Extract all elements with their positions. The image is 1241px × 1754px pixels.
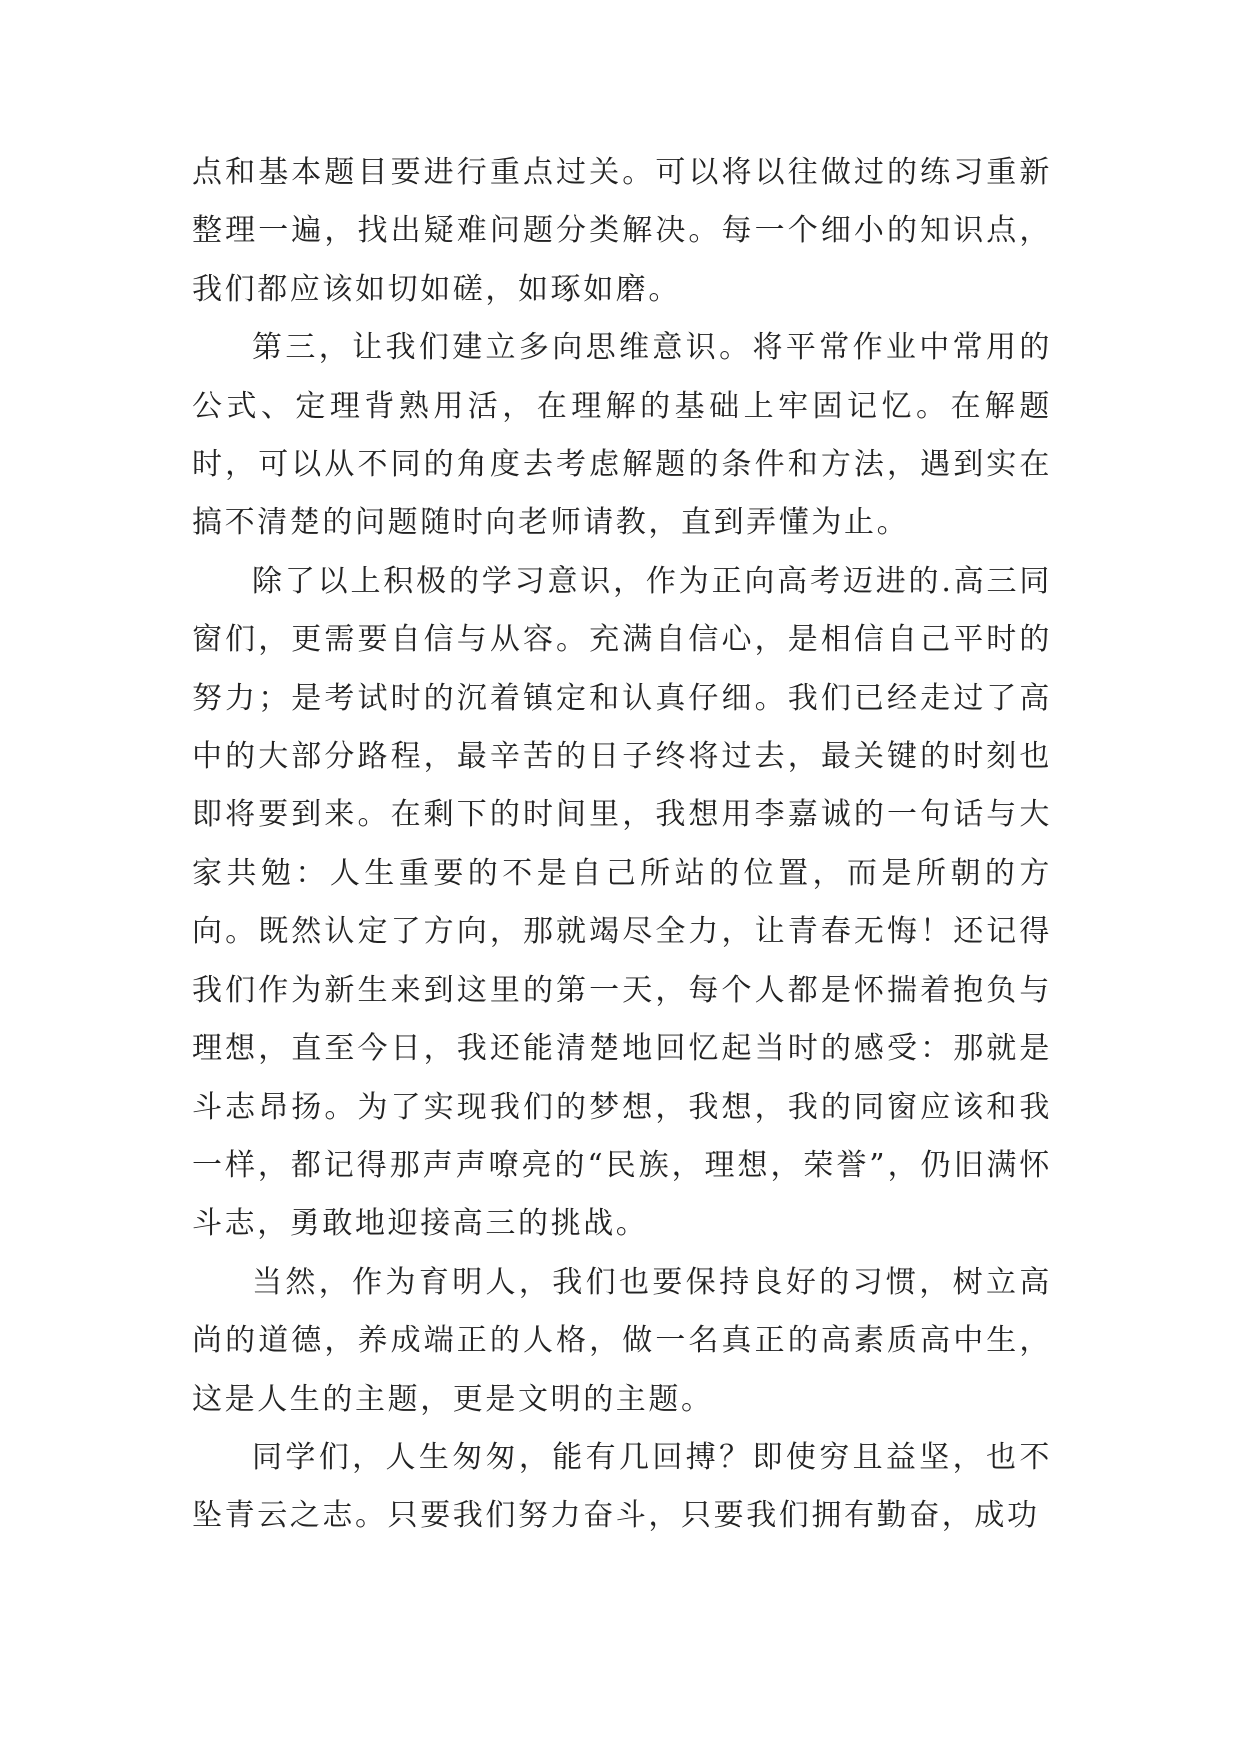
paragraph-multidirectional-thinking: 第三，让我们建立多向思维意识。将平常作业中常用的公式、定理背熟用活，在理解的基础上牢固记忆。在解题时，可以从不同的角度去考虑解题的条件和方法，遇到实在搞不清楚的问题随时向老师请教，直到弄懂为止。 — [192, 330, 1052, 541]
paragraph-good-habits: 当然，作为育明人，我们也要保持良好的习惯，树立高尚的道德，养成端正的人格，做一名真正的高素质高中生，这是人生的主题，更是文明的主题。 — [192, 1264, 1052, 1417]
paragraph-continuation: 点和基本题目要进行重点过关。可以将以往做过的练习重新整理一遍，找出疑难问题分类解决。每一个细小的知识点，我们都应该如切如磋，如琢如磨。 — [192, 155, 1052, 307]
paragraph-confidence: 除了以上积极的学习意识，作为正向高考迈进的.高三同窗们，更需要自信与从容。充满自信心，是相信自己平时的努力；是考试时的沉着镇定和认真仔细。我们已经走过了高中的大部分路程，最辛苦的日子终将过去，最关键的时刻也即将要到来。在剩下的时间里，我想用李嘉诚的一句话与大家共勉：人生重要的不是自己所站的位置，而是所朝的方向。既然认定了方向，那就竭尽全力，让青春无悔！还记得我们作为新生来到这里的第一天，每个人都是怀揣着抱负与理想，直至今日，我还能清楚地回忆起当时的感受：那就是斗志昂扬。为了实现我们的梦想，我想，我的同窗应该和我一样，都记得那声声嘹亮的“民族，理想，荣誉”，仍旧满怀斗志，勇敢地迎接高三的挑战。 — [192, 563, 1052, 1242]
document-page — [192, 144, 1052, 1546]
paragraph-closing: 同学们，人生匆匆，能有几回搏？即使穷且益坚，也不坠青云之志。只要我们努力奋斗，只要我们拥有勤奋，成功 — [192, 1439, 1052, 1534]
